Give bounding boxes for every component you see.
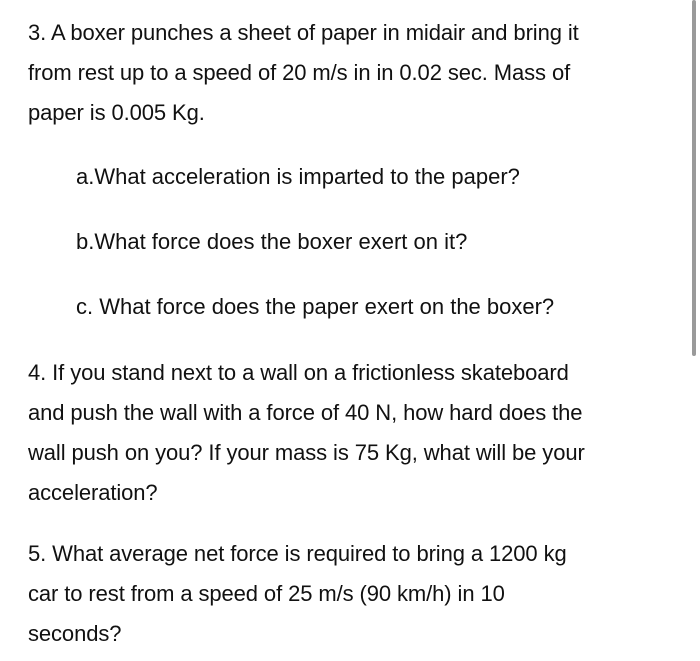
question-3-part-b: b.What force does the boxer exert on it? <box>76 229 468 254</box>
question-5-line-3: seconds? <box>28 621 122 646</box>
question-5-line-2: car to rest from a speed of 25 m/s (90 km/h) in 10 <box>28 581 505 606</box>
question-4-line-3: wall push on you? If your mass is 75 Kg, what will be your <box>28 440 585 465</box>
question-4-line-2: and push the wall with a force of 40 N, how hard does the <box>28 400 583 425</box>
vertical-scrollbar[interactable] <box>692 0 696 356</box>
question-4 <box>28 353 680 513</box>
question-4-line-4: acceleration? <box>28 480 158 505</box>
question-3-line-1: 3. A boxer punches a sheet of paper in midair and bring it <box>28 20 579 45</box>
question-3-line-2: from rest up to a speed of 20 m/s in in 0.02 sec. Mass of <box>28 60 571 85</box>
question-5-line-1: 5. What average net force is required to bring a 1200 kg <box>28 541 567 566</box>
question-3-line-3: paper is 0.005 Kg. <box>28 100 205 125</box>
question-4-line-1: 4. If you stand next to a wall on a frictionless skateboard <box>28 360 569 385</box>
question-5 <box>28 534 680 654</box>
question-3 <box>28 13 680 133</box>
question-3-part-c: c. What force does the paper exert on the boxer? <box>76 294 555 319</box>
question-3-part-a: a.What acceleration is imparted to the paper? <box>76 164 520 189</box>
